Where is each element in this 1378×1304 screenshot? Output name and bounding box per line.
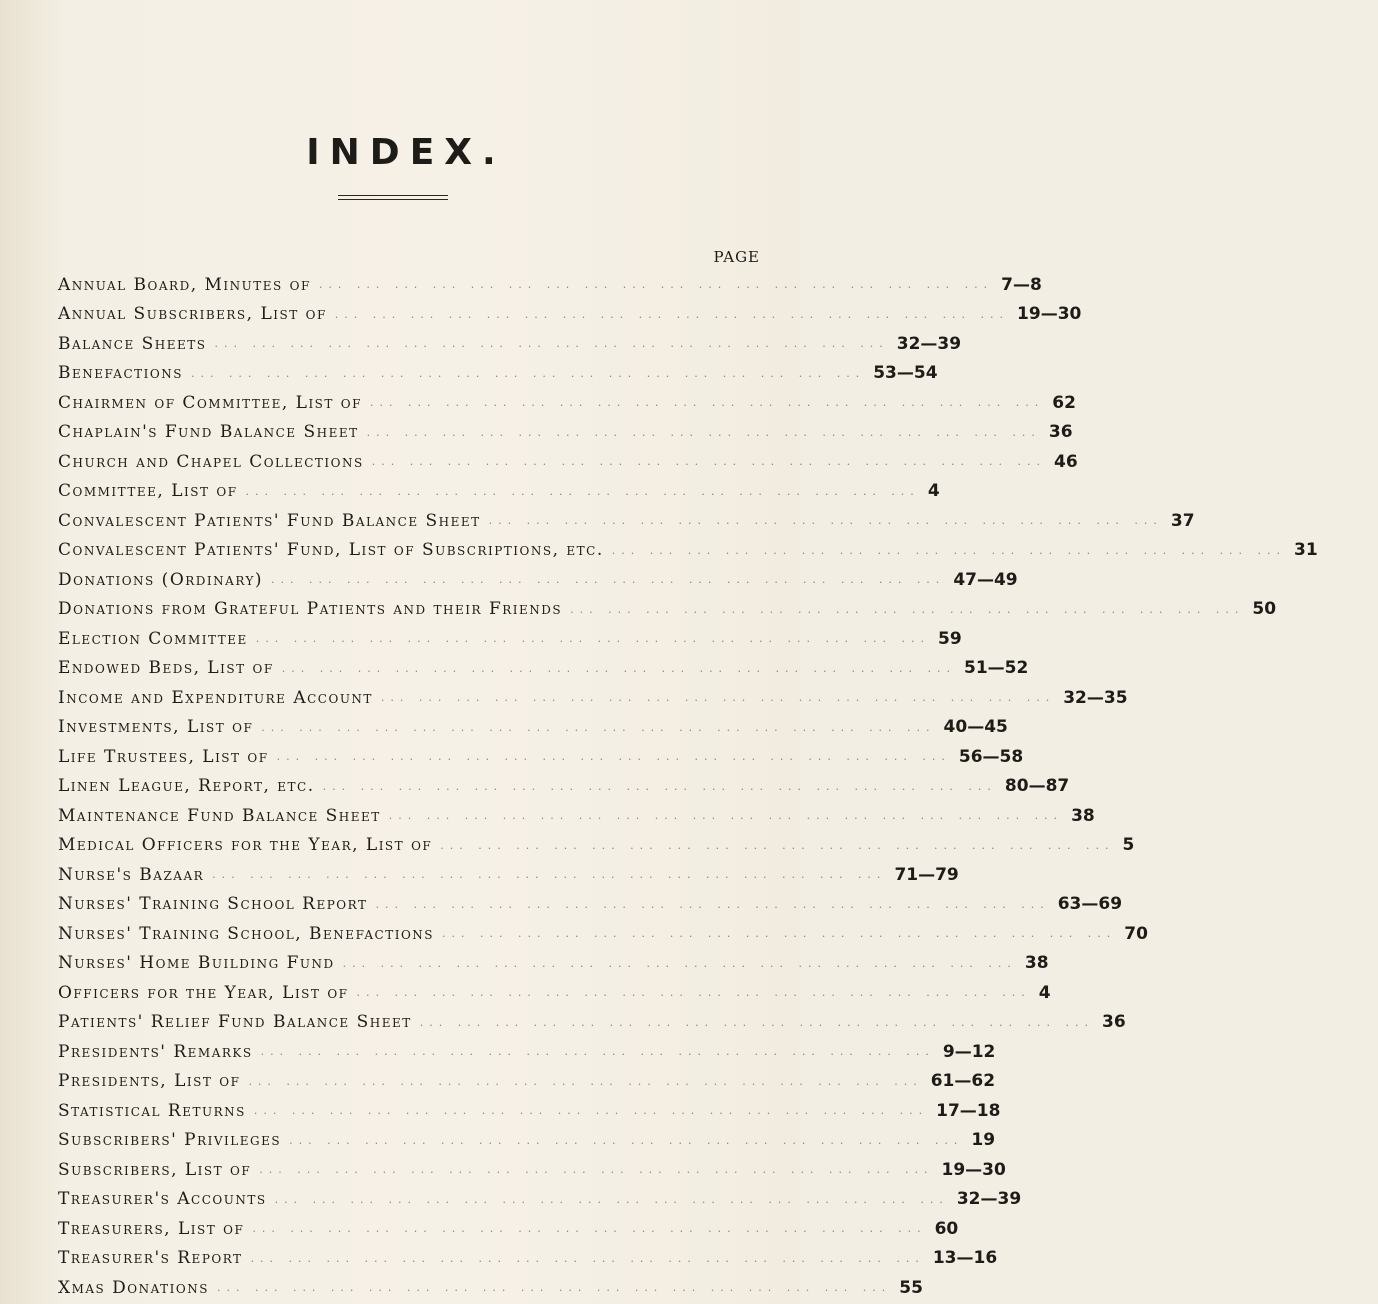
index-entry xyxy=(0,624,962,654)
entry-label: Presidents, List of xyxy=(58,1071,241,1092)
dot-leader: ... ... ... ... ... ... ... ... ... ... ... ... ... ... ... ... ... ... xyxy=(371,455,1046,469)
entry-page: 7—8 xyxy=(1001,274,1042,295)
dot-leader: ... ... ... ... ... ... ... ... ... ... ... ... ... ... ... ... ... ... xyxy=(289,1133,964,1147)
entry-page: 36 xyxy=(1101,1012,1126,1033)
entry-label: Treasurer's Accounts xyxy=(58,1189,267,1210)
entry-label: Chaplain's Fund Balance Sheet xyxy=(58,422,359,443)
dot-leader: ... ... ... ... ... ... ... ... ... ... ... ... ... ... ... ... ... ... xyxy=(322,779,997,793)
entry-page: 19 xyxy=(971,1130,996,1151)
index-entry xyxy=(0,477,940,507)
index-entry xyxy=(0,742,1024,772)
entry-page: 32—39 xyxy=(956,1189,1022,1210)
index-entry xyxy=(0,329,962,359)
title-rule xyxy=(338,195,448,196)
index-entry xyxy=(0,536,1318,566)
entry-page: 50 xyxy=(1252,599,1277,620)
entry-label: Nurses' Training School, Benefactions xyxy=(58,923,435,944)
dot-leader: ... ... ... ... ... ... ... ... ... ... ... ... ... ... ... ... ... ... xyxy=(334,307,1010,321)
entry-page: 47—49 xyxy=(953,569,1018,590)
index-entry xyxy=(0,359,938,389)
index-entry xyxy=(0,1185,1022,1215)
dot-leader: ... ... ... ... ... ... ... ... ... ... ... ... ... ... ... ... ... ... xyxy=(419,1015,1094,1029)
entry-label: Presidents' Remarks xyxy=(58,1041,253,1062)
entry-page: 13—16 xyxy=(932,1248,998,1269)
index-entry xyxy=(0,683,1128,713)
index-entry xyxy=(0,772,1070,802)
entry-label: Convalescent Patients' Fund, List of Subscriptions, etc. xyxy=(58,540,604,561)
index-entry xyxy=(0,506,1195,536)
index-entry xyxy=(0,447,1078,477)
entry-label: Church and Chapel Collections xyxy=(58,451,364,472)
entry-page: 37 xyxy=(1170,510,1195,531)
entry-label: Balance Sheets xyxy=(58,333,207,354)
entry-page: 51—52 xyxy=(963,658,1029,679)
entry-label: Subscribers, List of xyxy=(58,1159,252,1180)
entry-label: Investments, List of xyxy=(58,717,254,738)
entry-page: 56—58 xyxy=(958,746,1024,767)
entry-page: 9—12 xyxy=(942,1041,996,1062)
dot-leader: ... ... ... ... ... ... ... ... ... ... ... ... ... ... ... ... ... ... xyxy=(570,602,1245,616)
entry-page: 17—18 xyxy=(936,1100,1001,1121)
entry-page: 80—87 xyxy=(1004,776,1070,797)
page-column-header: PAGE xyxy=(713,248,760,266)
entry-label: Treasurers, List of xyxy=(58,1218,245,1239)
entry-page: 31 xyxy=(1294,540,1318,561)
entry-label: Nurses' Training School Report xyxy=(58,894,368,915)
entry-page: 71—79 xyxy=(894,864,959,885)
entry-page: 4 xyxy=(927,481,940,502)
dot-leader: ... ... ... ... ... ... ... ... ... ... ... ... ... ... ... ... ... ... xyxy=(214,337,889,351)
entry-label: Xmas Donations xyxy=(58,1277,209,1298)
index-entry xyxy=(0,595,1277,625)
index-entry xyxy=(0,860,959,890)
entry-page: 19—30 xyxy=(1017,304,1082,325)
entry-page: 60 xyxy=(934,1218,959,1239)
entry-label: Officers for the Year, List of xyxy=(58,982,349,1003)
index-entry xyxy=(0,418,1073,448)
page-title: INDEX. xyxy=(306,132,506,173)
index-entry xyxy=(0,890,1123,920)
entry-label: Benefactions xyxy=(58,363,183,384)
index-entry xyxy=(0,300,1082,330)
dot-leader: ... ... ... ... ... ... ... ... ... ... ... ... ... ... ... ... ... ... xyxy=(250,1251,925,1265)
index-entry xyxy=(0,1096,1001,1126)
entry-page: 53—54 xyxy=(873,363,938,384)
entry-page: 40—45 xyxy=(943,717,1008,738)
entry-label: Donations (Ordinary) xyxy=(58,569,264,590)
index-entry xyxy=(0,831,1135,861)
dot-leader: ... ... ... ... ... ... ... ... ... ... ... ... ... ... ... ... ... ... xyxy=(611,543,1287,557)
index-entry xyxy=(0,1067,996,1097)
entry-label: Donations from Grateful Patients and their Friends xyxy=(58,599,563,620)
entry-label: Chairmen of Committee, List of xyxy=(58,392,362,413)
dot-leader: ... ... ... ... ... ... ... ... ... ... ... ... ... ... ... ... ... ... xyxy=(318,278,994,292)
entry-page: 19—30 xyxy=(941,1159,1006,1180)
entry-label: Annual Board, Minutes of xyxy=(58,274,311,295)
entry-label: Maintenance Fund Balance Sheet xyxy=(58,805,381,826)
entry-page: 62 xyxy=(1052,392,1076,413)
dot-leader: ... ... ... ... ... ... ... ... ... ... ... ... ... ... ... ... ... ... xyxy=(276,750,951,764)
index-entry xyxy=(0,978,1051,1008)
index-entry xyxy=(0,270,1042,300)
dot-leader: ... ... ... ... ... ... ... ... ... ... ... ... ... ... ... ... ... ... xyxy=(255,632,930,646)
dot-leader: ... ... ... ... ... ... ... ... ... ... ... ... ... ... ... ... ... ... xyxy=(259,1163,934,1177)
index-entry xyxy=(0,1008,1126,1038)
dot-leader: ... ... ... ... ... ... ... ... ... ... ... ... ... ... ... ... ... ... xyxy=(190,366,866,380)
entry-label: Committee, List of xyxy=(58,481,238,502)
dot-leader: ... ... ... ... ... ... ... ... ... ... ... ... ... ... ... ... ... ... xyxy=(380,691,1056,705)
entry-page: 5 xyxy=(1122,835,1135,856)
index-entry xyxy=(0,713,1008,743)
entry-page: 4 xyxy=(1038,982,1051,1003)
entry-label: Subscribers' Privileges xyxy=(58,1130,282,1151)
entry-page: 38 xyxy=(1071,805,1095,826)
entry-label: Nurse's Bazaar xyxy=(58,864,205,885)
dot-leader: ... ... ... ... ... ... ... ... ... ... ... ... ... ... ... ... ... ... xyxy=(488,514,1163,528)
dot-leader: ... ... ... ... ... ... ... ... ... ... ... ... ... ... ... ... ... ... xyxy=(253,1104,929,1118)
entry-label: Patients' Relief Fund Balance Sheet xyxy=(58,1012,412,1033)
index-entry xyxy=(0,801,1095,831)
dot-leader: ... ... ... ... ... ... ... ... ... ... ... ... ... ... ... ... ... ... xyxy=(216,1281,892,1295)
entry-label: Convalescent Patients' Fund Balance Sheet xyxy=(58,510,481,531)
dot-leader: ... ... ... ... ... ... ... ... ... ... ... ... ... ... ... ... ... ... xyxy=(271,573,946,587)
dot-leader: ... ... ... ... ... ... ... ... ... ... ... ... ... ... ... ... ... ... xyxy=(440,838,1115,852)
entry-label: Medical Officers for the Year, List of xyxy=(58,835,433,856)
entry-page: 59 xyxy=(937,628,962,649)
entry-page: 70 xyxy=(1124,923,1148,944)
index-entry xyxy=(0,565,1018,595)
index-entry xyxy=(0,1214,959,1244)
index-entry xyxy=(0,388,1076,418)
dot-leader: ... ... ... ... ... ... ... ... ... ... ... ... ... ... ... ... ... ... xyxy=(375,897,1050,911)
entry-label: Life Trustees, List of xyxy=(58,746,269,767)
title-rule-double xyxy=(338,199,448,200)
entry-label: Endowed Beds, List of xyxy=(58,658,274,679)
entry-page: 46 xyxy=(1054,451,1078,472)
entry-label: Treasurer's Report xyxy=(58,1248,243,1269)
dot-leader: ... ... ... ... ... ... ... ... ... ... ... ... ... ... ... ... ... ... xyxy=(260,1045,935,1059)
entry-label: Linen League, Report, etc. xyxy=(58,776,315,797)
entry-page: 36 xyxy=(1048,422,1073,443)
entry-label: Nurses' Home Building Fund xyxy=(58,953,335,974)
index-entry xyxy=(0,654,1029,684)
index-entry xyxy=(0,1155,1006,1185)
dot-leader: ... ... ... ... ... ... ... ... ... ... ... ... ... ... ... ... ... ... xyxy=(274,1192,949,1206)
index-entry xyxy=(0,1244,998,1274)
index-entry xyxy=(0,919,1148,949)
dot-leader: ... ... ... ... ... ... ... ... ... ... ... ... ... ... ... ... ... ... xyxy=(245,484,920,498)
entry-page: 55 xyxy=(899,1277,923,1298)
entry-label: Statistical Returns xyxy=(58,1100,246,1121)
index-entries xyxy=(0,270,1318,1303)
entry-page: 61—62 xyxy=(930,1071,996,1092)
entry-label: Annual Subscribers, List of xyxy=(58,304,327,325)
index-entry xyxy=(0,1126,996,1156)
entry-page: 32—35 xyxy=(1063,687,1128,708)
index-entry xyxy=(0,1037,996,1067)
entry-page: 32—39 xyxy=(896,333,962,354)
dot-leader: ... ... ... ... ... ... ... ... ... ... ... ... ... ... ... ... ... ... xyxy=(261,720,936,734)
dot-leader: ... ... ... ... ... ... ... ... ... ... ... ... ... ... ... ... ... ... xyxy=(369,396,1045,410)
dot-leader: ... ... ... ... ... ... ... ... ... ... ... ... ... ... ... ... ... ... xyxy=(388,809,1064,823)
entry-label: Income and Expenditure Account xyxy=(58,687,373,708)
dot-leader: ... ... ... ... ... ... ... ... ... ... ... ... ... ... ... ... ... ... xyxy=(212,868,887,882)
index-entry xyxy=(0,1273,923,1303)
entry-page: 63—69 xyxy=(1057,894,1123,915)
dot-leader: ... ... ... ... ... ... ... ... ... ... ... ... ... ... ... ... ... ... xyxy=(281,661,956,675)
dot-leader: ... ... ... ... ... ... ... ... ... ... ... ... ... ... ... ... ... ... xyxy=(252,1222,927,1236)
dot-leader: ... ... ... ... ... ... ... ... ... ... ... ... ... ... ... ... ... ... xyxy=(366,425,1041,439)
dot-leader: ... ... ... ... ... ... ... ... ... ... ... ... ... ... ... ... ... ... xyxy=(442,927,1117,941)
dot-leader: ... ... ... ... ... ... ... ... ... ... ... ... ... ... ... ... ... ... xyxy=(248,1074,923,1088)
index-entry xyxy=(0,949,1049,979)
dot-leader: ... ... ... ... ... ... ... ... ... ... ... ... ... ... ... ... ... ... xyxy=(356,986,1031,1000)
dot-leader: ... ... ... ... ... ... ... ... ... ... ... ... ... ... ... ... ... ... xyxy=(342,956,1017,970)
entry-label: Election Committee xyxy=(58,628,248,649)
entry-page: 38 xyxy=(1024,953,1049,974)
